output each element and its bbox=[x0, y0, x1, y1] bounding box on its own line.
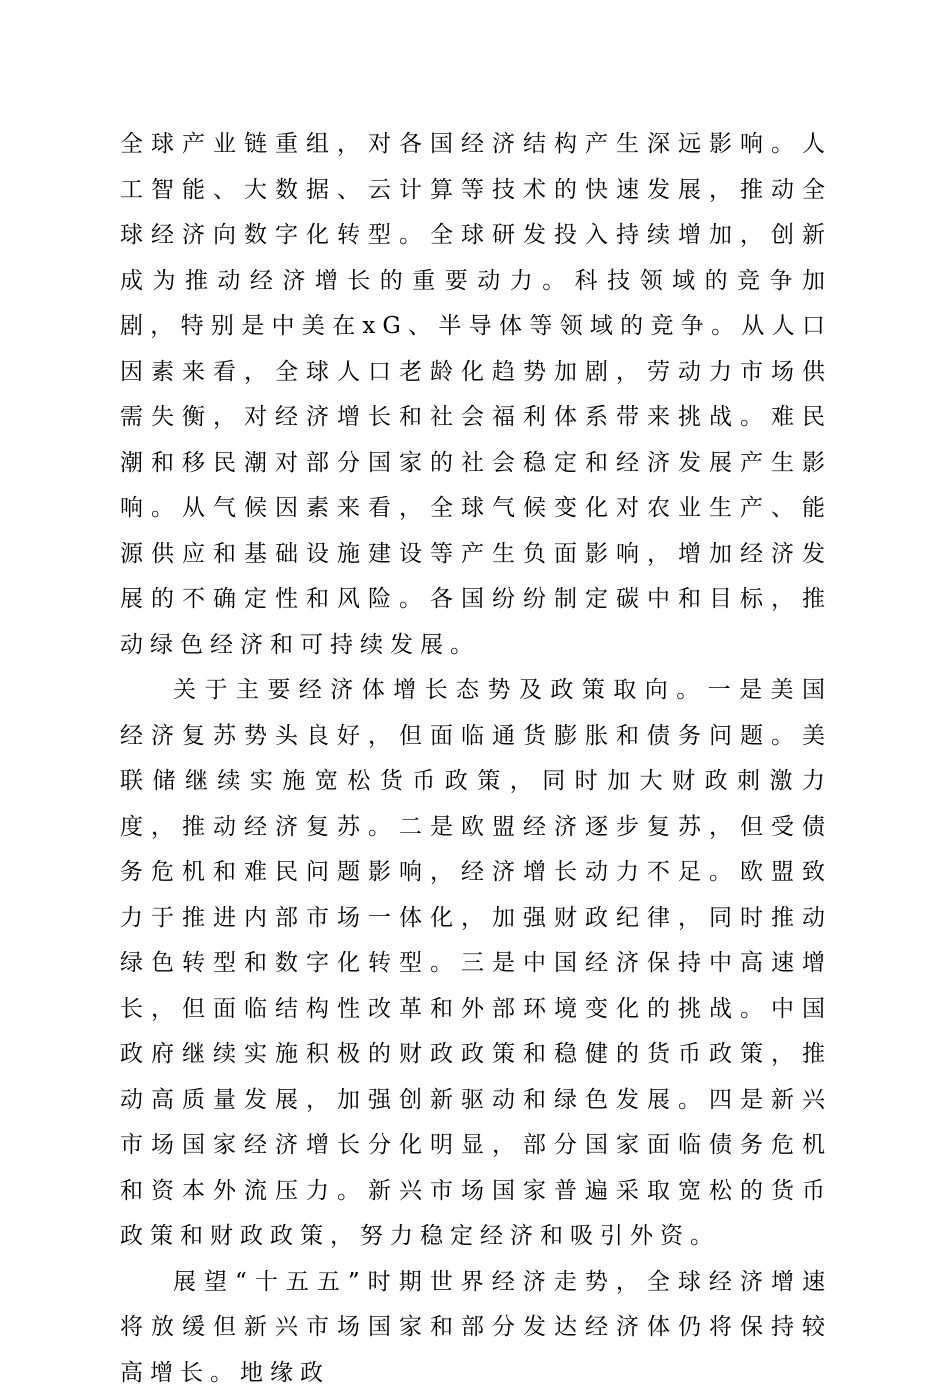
document-body bbox=[120, 122, 832, 1396]
paragraph-outlook: 展望“十五五”时期世界经济走势，全球经济增速将放缓但新兴市场国家和部分发达经济体仍将保持较高增长。地缘政 bbox=[120, 1260, 832, 1396]
paragraph-continued: 全球产业链重组，对各国经济结构产生深远影响。人工智能、大数据、云计算等技术的快速发展，推动全球经济向数字化转型。全球研发投入持续增加，创新成为推动经济增长的重要动力。科技领域的竞争加剧，特别是中美在xG、半导体等领域的竞争。从人口因素来看，全球人口老龄化趋势加剧，劳动力市场供需失衡，对经济增长和社会福利体系带来挑战。难民潮和移民潮对部分国家的社会稳定和经济发展产生影响。从气候因素来看，全球气候变化对农业生产、能源供应和基础设施建设等产生负面影响，增加经济发展的不确定性和风险。各国纷纷制定碳中和目标，推动绿色经济和可持续发展。 bbox=[120, 122, 832, 668]
paragraph-economies: 关于主要经济体增长态势及政策取向。一是美国经济复苏势头良好，但面临通货膨胀和债务问题。美联储继续实施宽松货币政策，同时加大财政刺激力度，推动经济复苏。二是欧盟经济逐步复苏，但受债务危机和难民问题影响，经济增长动力不足。欧盟致力于推进内部市场一体化，加强财政纪律，同时推动绿色转型和数字化转型。三是中国经济保持中高速增长，但面临结构性改革和外部环境变化的挑战。中国政府继续实施积极的财政政策和稳健的货币政策，推动高质量发展，加强创新驱动和绿色发展。四是新兴市场国家经济增长分化明显，部分国家面临债务危机和资本外流压力。新兴市场国家普遍采取宽松的货币政策和财政政策，努力稳定经济和吸引外资。 bbox=[120, 668, 832, 1260]
